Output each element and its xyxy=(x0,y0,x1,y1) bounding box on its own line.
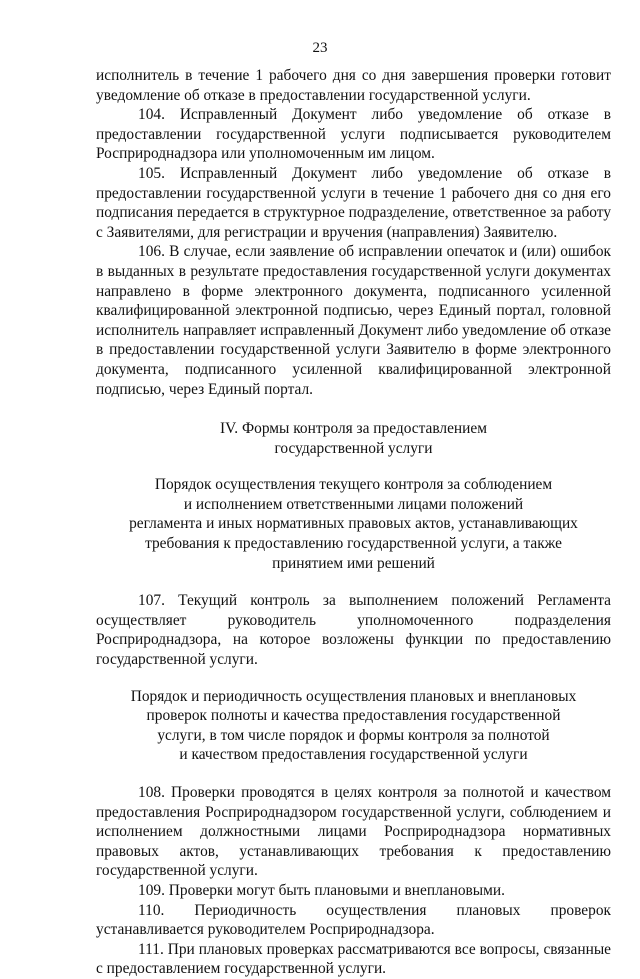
subheading-line: регламента и иных нормативных правовых актов, устанавливающих xyxy=(129,515,578,533)
paragraph-108: 108. Проверки проводятся в целях контроля за полнотой и качеством предоставления Росприроднадзором государственной услуги, соблюдением и исполнением должностными лицами Росприроднадзора нормативных правовых актов, устанавливающих требования к предоставлению государственной услуги. xyxy=(96,784,611,880)
subheading-line: Порядок осуществления текущего контроля за соблюдением xyxy=(154,476,553,494)
subheading-line: проверок полноты и качества предоставления государственной xyxy=(146,707,561,725)
paragraph-continuation: исполнитель в течение 1 рабочего дня со дня завершения проверки готовит уведомление об отказе в предоставлении государственной услуги. xyxy=(96,67,611,104)
subheading-line: и исполнением ответственными лицами положений xyxy=(183,495,524,513)
paragraph-107: 107. Текущий контроль за выполнением положений Регламента осуществляет руководитель уполномоченного подразделения Росприроднадзора, на которое возложены функции по предоставлению государственной услуги. xyxy=(96,592,611,669)
paragraph-105: 105. Исправленный Документ либо уведомление об отказе в предоставлении государственной услуги в течение 1 рабочего дня со дня его подписания передается в структурное подразделение, ответственное за работу с Заявителями, для регистрации и вручения (направления) Заявителю. xyxy=(96,164,612,241)
document-body xyxy=(96,66,611,979)
subheading-line: принятием ими решений xyxy=(272,554,435,572)
subheading-line: услуги, в том числе порядок и формы контроля за полнотой xyxy=(157,726,550,744)
subheading-current-control xyxy=(96,475,611,573)
paragraph-111: 111. При плановых проверках рассматриваются все вопросы, связанные с предоставлением государственной услуги. xyxy=(96,940,611,978)
paragraph-109: 109. Проверки могут быть плановыми и внеплановыми. xyxy=(138,881,505,899)
page-number: 23 xyxy=(312,40,328,56)
section-heading-line: государственной услуги xyxy=(274,439,433,457)
subheading-line: Порядок и периодичность осуществления плановых и внеплановых xyxy=(130,687,577,705)
subheading-line: и качеством предоставления государственной услуги xyxy=(179,746,528,764)
section-heading-line: IV. Формы контроля за предоставлением xyxy=(220,420,487,438)
section-heading xyxy=(96,419,611,458)
subheading-inspections xyxy=(96,687,611,765)
paragraph-104: 104. Исправленный Документ либо уведомление об отказе в предоставлении государственной услуги подписывается руководителем Росприроднадзора или уполномоченным им лицом. xyxy=(96,106,611,163)
paragraph-106: 106. В случае, если заявление об исправлении опечаток и (или) ошибок в выданных в результате предоставления государственной услуги документах направлено в форме электронного документа, подписанного усиленной квалифицированной электронной подписью, через Единый портал, головной исполнитель направляет исправленный Документ либо уведомление об отказе в предоставлении государственной услуги Заявителю в форме электронного документа, подписанного усиленной квалифицированной электронной подписью, через Единый портал. xyxy=(96,243,611,398)
subheading-line: требования к предоставлению государственной услуги, а также xyxy=(145,535,562,553)
paragraph-110: 110. Периодичность осуществления плановых проверок устанавливается руководителем Росприроднадзора. xyxy=(96,901,611,939)
